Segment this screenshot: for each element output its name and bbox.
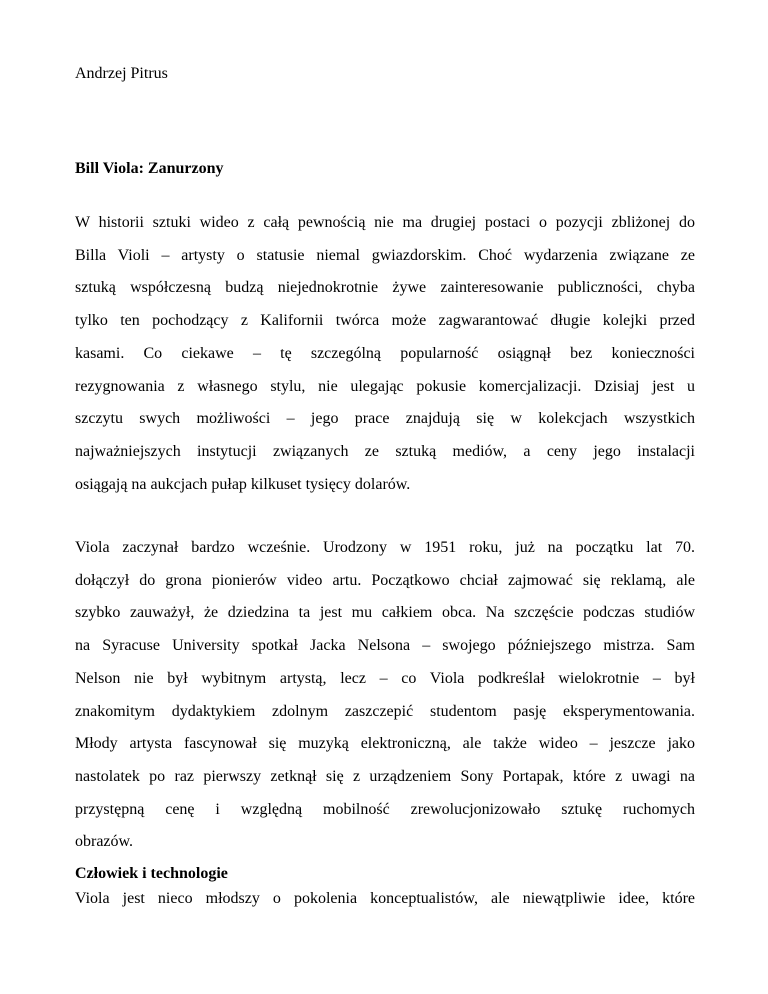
- paragraph-intro: [75, 207, 695, 501]
- article-title: Bill Viola: Zanurzony: [75, 160, 224, 177]
- paragraph-line: tylko ten pochodzący z Kalifornii twórca może zagwarantować długie kolejki przed: [75, 312, 695, 330]
- paragraph-line: kasami. Co ciekawe – tę szczególną popularność osiągnął bez konieczności: [75, 344, 695, 362]
- paragraph-line: najważniejszych instytucji związanych ze sztuką mediów, a ceny jego instalacji: [75, 442, 695, 460]
- paragraph-line: na Syracuse University spotkał Jacka Nelsona – swojego późniejszego mistrza. Sam: [75, 637, 695, 655]
- paragraph-line: przystępną cenę i względną mobilność zrewolucjonizowało sztukę ruchomych: [75, 800, 695, 818]
- paragraph-line: nastolatek po raz pierwszy zetknął się z urządzeniem Sony Portapak, które z uwagi na: [75, 767, 695, 785]
- paragraph-line: Billa Violi – artysty o statusie niemal gwiazdorskim. Choć wydarzenia związane ze: [75, 246, 695, 264]
- paragraph-line: szczytu swych możliwości – jego prace znajdują się w kolekcjach wszystkich: [75, 410, 695, 428]
- paragraph-line: Viola zaczynał bardzo wcześnie. Urodzony w 1951 roku, już na początku lat 70.: [75, 539, 695, 556]
- section-heading: Człowiek i technologie: [75, 865, 228, 882]
- paragraph-line: rezygnowania z własnego stylu, nie ulegając pokusie komercjalizacji. Dzisiaj jest u: [75, 377, 695, 395]
- paragraph-line: Młody artysta fascynował się muzyką elektroniczną, ale także wideo – jeszcze jako: [75, 735, 695, 753]
- paragraph-line: znakomitym dydaktykiem zdolnym zaszczepić studentom pasję eksperymentowania.: [75, 702, 695, 720]
- paragraph-line: W historii sztuki wideo z całą pewnością nie ma drugiej postaci o pozycji zbliżonej do: [75, 214, 695, 231]
- paragraph-line: Viola jest nieco młodszy o pokolenia konceptualistów, ale niewątpliwie idee, które: [75, 890, 695, 907]
- paragraph-line: osiągają na aukcjach pułap kilkuset tysięcy dolarów.: [75, 475, 411, 493]
- paragraph-line: sztuką współczesną budzą niejednokrotnie żywe zainteresowanie publiczności, chyba: [75, 279, 695, 297]
- paragraph-line: Nelson nie był wybitnym artystą, lecz – co Viola podkreślał wielokrotnie – był: [75, 669, 695, 687]
- author-name: Andrzej Pitrus: [75, 65, 168, 82]
- paragraph-section: [75, 883, 695, 916]
- paragraph-line: szybko zauważył, że dziedzina ta jest mu całkiem obca. Na szczęście podczas studiów: [75, 604, 695, 622]
- paragraph-biography: [75, 532, 695, 859]
- paragraph-line: obrazów.: [75, 833, 134, 851]
- paragraph-line: dołączył do grona pionierów video artu. Początkowo chciał zajmować się reklamą, ale: [75, 571, 695, 589]
